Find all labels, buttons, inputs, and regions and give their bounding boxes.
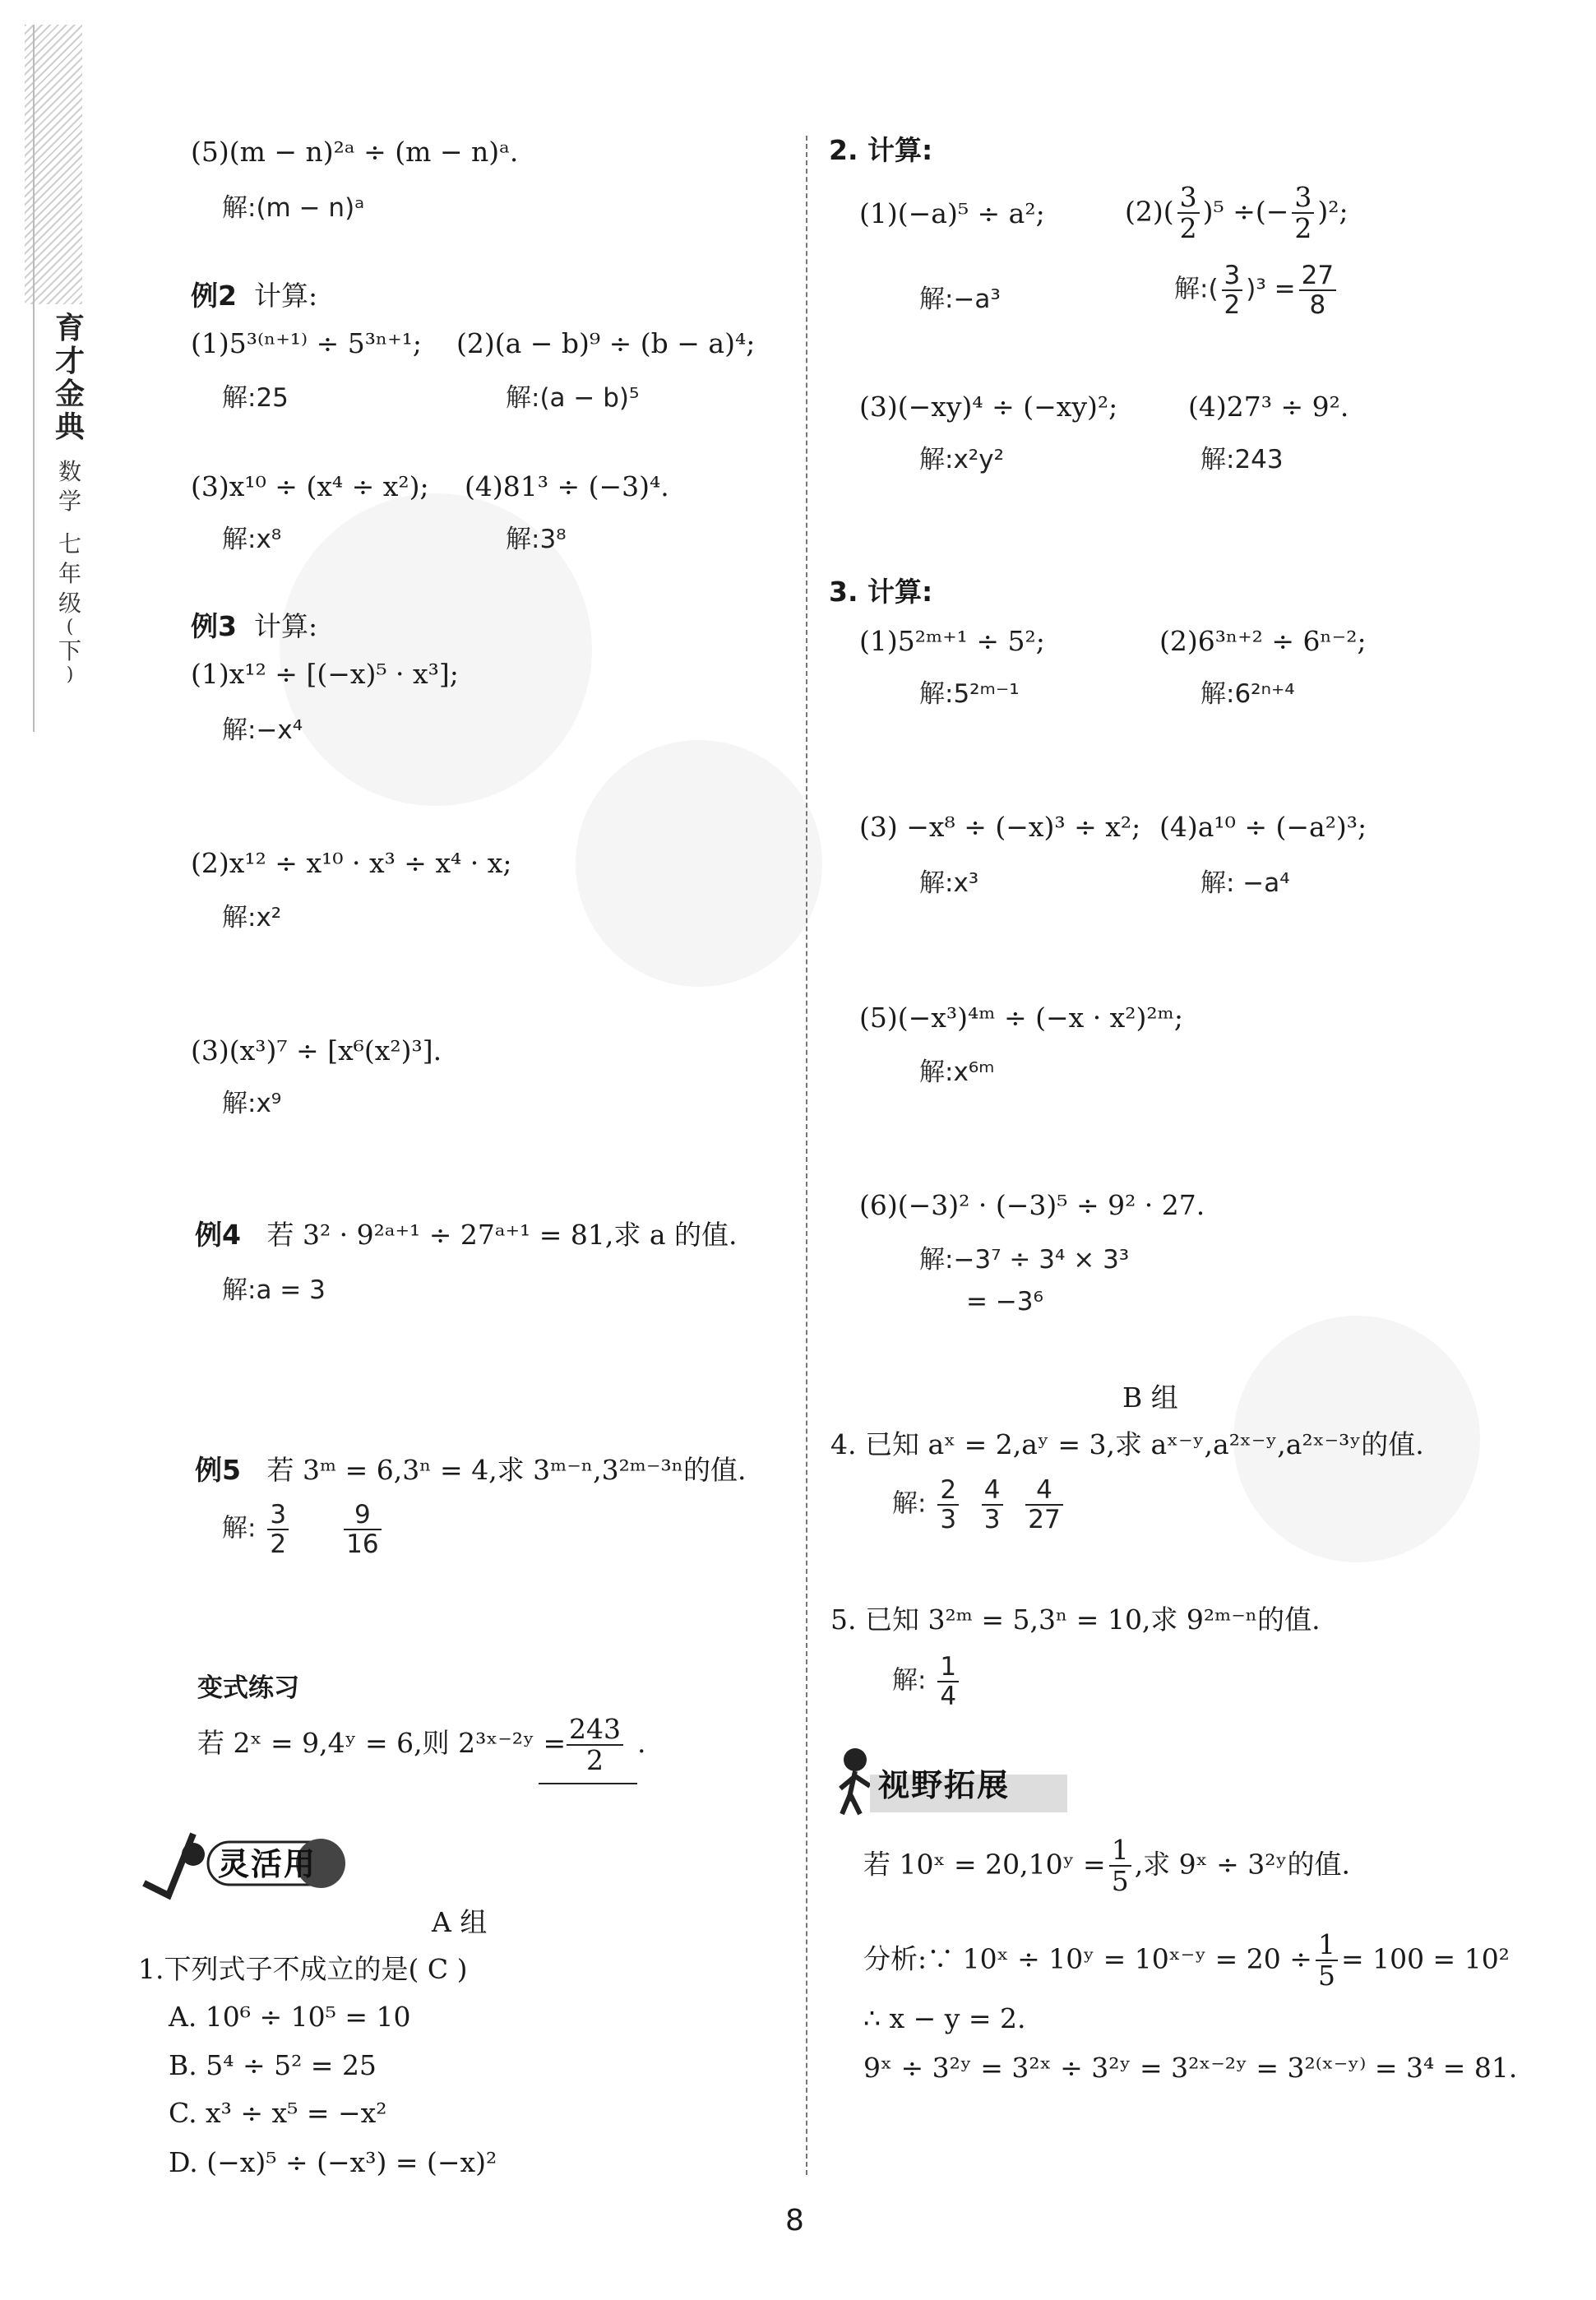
answer — [1174, 261, 1339, 319]
grade-char: 级 — [58, 590, 81, 617]
fraction — [1292, 183, 1314, 244]
answer: 解:(a − b)⁵ — [506, 383, 640, 413]
question-3-part-6: (6)(−3)² · (−3)⁵ ÷ 9² · 27. — [859, 1189, 1205, 1221]
subject-char: 学 — [58, 488, 81, 515]
answer: 解: −a⁴ — [1200, 868, 1290, 898]
answer — [222, 1501, 385, 1558]
question-3-part-4: (4)a¹⁰ ÷ (−a²)³; — [1159, 811, 1367, 843]
answer-prefix: 解: — [892, 1665, 927, 1696]
answer: 解:x⁶ᵐ — [919, 1057, 995, 1087]
example-2-part-3: (3)x¹⁰ ÷ (x⁴ ÷ x²); — [191, 470, 429, 502]
example-3-part-1: (1)x¹² ÷ [(−x)⁵ · x³]; — [191, 658, 459, 690]
analysis-text: 分析:∵ 10ˣ ÷ 10ʸ = 10ˣ⁻ʸ = 20 ÷ — [863, 1942, 1312, 1975]
brand-char: 金 — [54, 377, 85, 411]
answer: 解:243 — [1200, 445, 1284, 474]
brand-char: 才 — [54, 345, 85, 378]
denominator: 8 — [1309, 290, 1326, 321]
page-number: 8 — [785, 2204, 804, 2238]
brand-char: 育 — [54, 312, 85, 345]
example-2-part-2: (2)(a − b)⁹ ÷ (b − a)⁴; — [456, 327, 756, 359]
example-4-text: 若 3² · 9²ᵃ⁺¹ ÷ 27ᵃ⁺¹ = 81,求 a 的值. — [266, 1219, 738, 1251]
fraction — [267, 1501, 289, 1558]
answer: 解:5²ᵐ⁻¹ — [919, 679, 1020, 709]
example-label: 例5 — [195, 1454, 241, 1486]
subject-char: 数 — [58, 458, 81, 485]
question-3-part-1: (1)5²ᵐ⁺¹ ÷ 5²; — [859, 625, 1045, 657]
example-label: 例4 — [195, 1219, 241, 1251]
question-4: 4. 已知 aˣ = 2,aʸ = 3,求 aˣ⁻ʸ,a²ˣ⁻ʸ,a²ˣ⁻³ʸ的值. — [830, 1428, 1424, 1460]
variant-text: 若 2ˣ = 9,4ʸ = 6,则 2³ˣ⁻²ʸ = — [197, 1727, 567, 1759]
numerator: 3 — [1222, 261, 1243, 291]
question-3-part-3: (3) −x⁸ ÷ (−x)³ ÷ x²; — [859, 811, 1141, 843]
question-2-part-3: (3)(−xy)⁴ ÷ (−xy)²; — [859, 391, 1118, 423]
fraction — [1109, 1835, 1131, 1897]
answer: 解:x⁹ — [222, 1089, 282, 1118]
answer — [892, 1476, 1066, 1534]
analysis-text: = 100 = 10² — [1340, 1942, 1510, 1975]
example-3-part-3: (3)(x³)⁷ ÷ [x⁶(x²)³]. — [191, 1034, 442, 1067]
numerator: 243 — [567, 1715, 623, 1746]
fraction — [1025, 1476, 1062, 1534]
grade-char: ( — [66, 617, 74, 637]
denominator: 27 — [1028, 1505, 1061, 1535]
answer: 解:x² — [222, 903, 282, 932]
denominator: 5 — [1111, 1865, 1129, 1898]
answer-prefix: 解: — [892, 1488, 927, 1519]
answer: 解:3⁸ — [506, 525, 567, 554]
example-label: 例2 — [191, 280, 237, 312]
numerator: 3 — [1292, 183, 1314, 214]
brand-char: 典 — [54, 410, 85, 444]
group-b-label: B 组 — [1122, 1381, 1178, 1414]
answer: 解:x²y² — [919, 445, 1004, 474]
horizon-banner-text: 视野拓展 — [878, 1767, 1011, 1803]
option-d: D. (−x)⁵ ÷ (−x³) = (−x)² — [169, 2146, 497, 2178]
numerator: 3 — [267, 1501, 289, 1530]
answer: 解:x⁸ — [222, 525, 282, 554]
denominator: 4 — [940, 1682, 957, 1712]
denominator: 2 — [586, 1744, 604, 1777]
group-a-label: A 组 — [432, 1906, 488, 1938]
answer — [892, 1653, 962, 1710]
extension-problem — [863, 1835, 1350, 1897]
fraction — [937, 1476, 959, 1534]
option-a: A. 10⁶ ÷ 10⁵ = 10 — [169, 2001, 411, 2033]
answer: 解:−a³ — [919, 285, 1001, 314]
fraction — [1316, 1930, 1338, 1992]
analysis-line-1 — [863, 1930, 1510, 1992]
figure-icon — [182, 1843, 205, 1866]
question-2-part-1: (1)(−a)⁵ ÷ a²; — [859, 197, 1045, 229]
exponent: ²; — [1328, 195, 1349, 228]
option-b: B. 5⁴ ÷ 5² = 25 — [169, 2049, 377, 2081]
example-prompt: 计算: — [253, 280, 318, 312]
example-3-part-2: (2)x¹² ÷ x¹⁰ · x³ ÷ x⁴ · x; — [191, 847, 512, 879]
answer: 解:(m − n)ᵃ — [222, 193, 365, 223]
fraction — [937, 1653, 959, 1710]
answer-prefix: 解: — [222, 1513, 257, 1543]
numerator: 27 — [1299, 261, 1336, 291]
option-c: C. x³ ÷ x⁵ = −x² — [169, 2097, 387, 2129]
answer: 解:6²ⁿ⁺⁴ — [1200, 679, 1295, 709]
question-1: 1.下列式子不成立的是( C ) — [138, 1953, 468, 1985]
denominator: 16 — [346, 1529, 379, 1560]
figure-icon — [844, 1748, 867, 1771]
fraction — [344, 1501, 381, 1558]
fraction — [1177, 183, 1200, 244]
numerator: 4 — [1025, 1476, 1062, 1506]
numerator: 1 — [937, 1653, 959, 1682]
question-3-title: 3. 计算: — [829, 576, 933, 608]
denominator: 2 — [1294, 212, 1312, 245]
question-3-part-5: (5)(−x³)⁴ᵐ ÷ (−x · x²)²ᵐ; — [859, 1002, 1183, 1034]
question-2-part-4: (4)27³ ÷ 9². — [1188, 391, 1349, 423]
fraction — [1222, 261, 1243, 319]
variant-end: . — [637, 1727, 646, 1759]
numerator: 4 — [982, 1476, 1003, 1506]
numerator: 3 — [1177, 183, 1200, 214]
fraction — [1299, 261, 1336, 319]
watermark — [576, 740, 822, 987]
question-2-title: 2. 计算: — [829, 134, 933, 166]
answer: 解:25 — [222, 383, 289, 413]
question-5-right: 5. 已知 3²ᵐ = 5,3ⁿ = 10,求 9²ᵐ⁻ⁿ的值. — [830, 1604, 1321, 1636]
example-prompt: 计算: — [253, 610, 318, 642]
part-label: (2) — [1125, 195, 1163, 228]
answer: 解:−3⁷ ÷ 3⁴ × 3³ — [919, 1245, 1130, 1275]
operator: ⁵ ÷ — [1213, 195, 1256, 228]
numerator: 1 — [1109, 1835, 1131, 1867]
question-2-part-2: (2)( $\frac{3}{2}$ )⁵ ÷(− $\frac{3}{2}$ )²; — [1125, 181, 1349, 245]
variant-title: 变式练习 — [197, 1673, 299, 1703]
answer-blank — [539, 1783, 637, 1784]
denominator: 2 — [1224, 290, 1241, 321]
variant-answer — [563, 1715, 627, 1776]
answer-line-2: = −3⁶ — [966, 1287, 1043, 1317]
answer-prefix: 解:( — [1174, 274, 1219, 304]
extension-text: ,求 9ˣ ÷ 3²ʸ的值. — [1134, 1848, 1350, 1881]
denominator: 2 — [270, 1529, 287, 1560]
answer: 解:−x⁴ — [222, 715, 303, 745]
analysis-line-3: 9ˣ ÷ 3²ʸ = 3²ˣ ÷ 3²ʸ = 3²ˣ⁻²ʸ = 3²⁽ˣ⁻ʸ⁾ = 3⁴ = 81. — [863, 2052, 1518, 2084]
denominator: 2 — [1179, 212, 1197, 245]
example-2-part-1: (1)5³⁽ⁿ⁺¹⁾ ÷ 5³ⁿ⁺¹; — [191, 327, 422, 359]
example-2-part-4: (4)81³ ÷ (−3)⁴. — [465, 470, 669, 502]
numerator: 2 — [937, 1476, 959, 1506]
analysis-line-2: ∴ x − y = 2. — [863, 2002, 1026, 2034]
grade-char: 下 — [58, 637, 81, 664]
denominator: 3 — [940, 1505, 957, 1535]
question-3-part-2: (2)6³ⁿ⁺² ÷ 6ⁿ⁻²; — [1159, 625, 1367, 657]
numerator: 1 — [1316, 1930, 1338, 1961]
grade-char: 七 — [58, 530, 81, 558]
grade-char: 年 — [58, 560, 81, 587]
figure-body-icon — [840, 1771, 870, 1814]
answer: 解:x³ — [919, 868, 979, 898]
question-5-left: (5)(m − n)²ᵃ ÷ (m − n)ᵃ. — [191, 136, 519, 168]
example-5-text: 若 3ᵐ = 6,3ⁿ = 4,求 3ᵐ⁻ⁿ,3²ᵐ⁻³ⁿ的值. — [266, 1454, 747, 1486]
numerator: 9 — [344, 1501, 381, 1530]
denominator: 5 — [1317, 1960, 1335, 1992]
column-divider — [806, 136, 807, 2175]
operator: )³ = — [1246, 274, 1296, 304]
answer: 解:a = 3 — [222, 1275, 326, 1305]
sidebar — [45, 312, 95, 684]
fraction — [567, 1715, 623, 1776]
flex-use-banner-text: 灵活用 — [218, 1846, 317, 1882]
side-rule — [33, 25, 35, 732]
fraction — [982, 1476, 1003, 1534]
grade-char: ) — [66, 664, 74, 685]
check-icon — [144, 1834, 193, 1895]
extension-text: 若 10ˣ = 20,10ʸ = — [863, 1848, 1106, 1881]
example-label: 例3 — [191, 610, 237, 642]
denominator: 3 — [983, 1505, 1001, 1535]
